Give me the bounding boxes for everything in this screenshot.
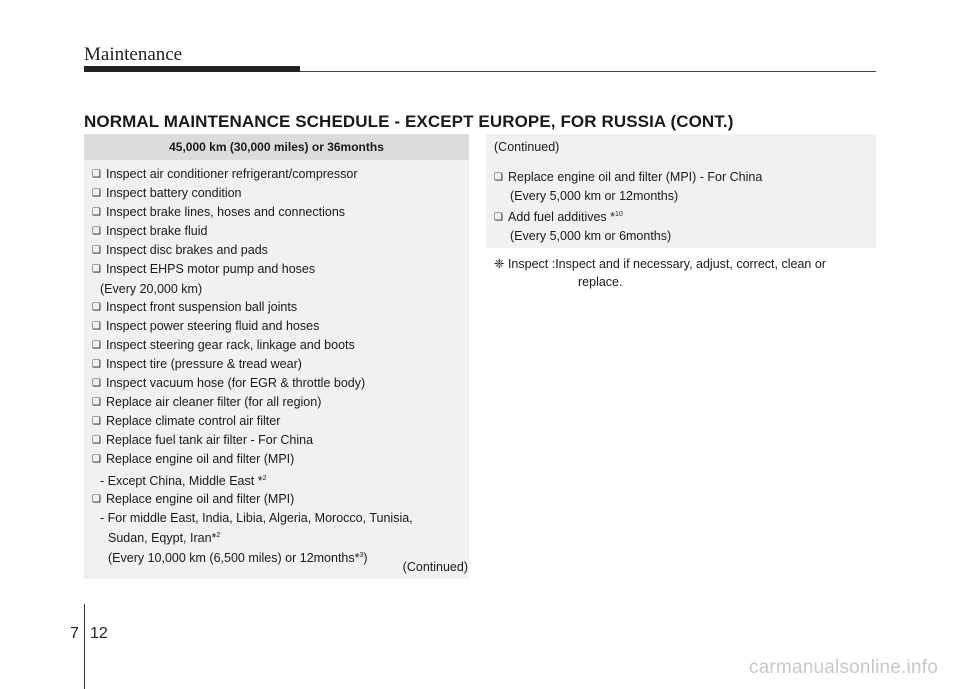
list-item: ❑ Replace engine oil and filter (MPI) (92, 490, 467, 509)
checkbox-icon: ❑ (494, 171, 503, 183)
list-item-sub: - For middle East, India, Libia, Algeria, Morocco, Tunisia, (100, 510, 413, 525)
maintenance-list-continued (494, 138, 762, 246)
checkbox-icon: ❑ (494, 211, 503, 223)
checkbox-icon: ❑ (92, 378, 101, 390)
list-item: ❑ Replace climate control air filter (92, 412, 467, 431)
checkbox-icon: ❑ (92, 264, 101, 276)
checkbox-icon: ❑ (92, 416, 101, 428)
list-item: ❑ Inspect steering gear rack, linkage and boots (92, 336, 467, 355)
checkbox-icon: ❑ (92, 301, 101, 313)
checkbox-icon: ❑ (92, 169, 101, 180)
list-item: ❑ Replace air cleaner filter (for all region) (92, 393, 467, 412)
list-item: ❑ Inspect brake lines, hoses and connections (92, 203, 467, 222)
checkbox-icon: ❑ (92, 226, 101, 238)
interval-heading: 45,000 km (30,000 miles) or 36months (84, 134, 469, 160)
note-text-continued: replace. (578, 275, 623, 290)
checkbox-icon: ❑ (92, 358, 101, 370)
list-item-sub: (Every 5,000 km or 12months) (510, 189, 679, 203)
continued-label: (Continued) (494, 140, 560, 154)
list-item: ❑ Add fuel additives *$^{10}$ (494, 206, 762, 228)
checkbox-icon: ❑ (92, 207, 101, 219)
list-item: ❑ Inspect front suspension ball joints (92, 298, 467, 317)
checkbox-icon: ❑ (92, 245, 101, 257)
header-rule-thick (84, 66, 300, 72)
list-item: ❑ Inspect disc brakes and pads (92, 241, 467, 260)
header-rule-thin (300, 71, 876, 72)
maintenance-list (92, 165, 467, 567)
checkbox-icon: ❑ (92, 320, 101, 332)
checkbox-icon: ❑ (92, 397, 101, 409)
page-number: 12 (90, 625, 108, 642)
list-item-sub: (Every 5,000 km or 6months) (510, 229, 672, 243)
note-lead: ❈ Inspect : (494, 257, 556, 271)
list-item: ❑ Replace engine oil and filter (MPI) - For China (494, 168, 762, 188)
section-label: Maintenance (84, 44, 183, 65)
list-item-sub: (Every 10,000 km (6,500 miles) or 12months*$^3$) (108, 550, 368, 565)
list-item: ❑ Inspect tire (pressure & tread wear) (92, 355, 467, 374)
list-item: ❑ Inspect vacuum hose (for EGR & throttle body) (92, 374, 467, 393)
checkbox-icon: ❑ (92, 435, 101, 447)
footer-divider (84, 604, 85, 689)
watermark: carmanualsonline.info (748, 657, 938, 678)
list-item-sub: Sudan, Eqypt, Iran*$^2$ (108, 530, 221, 545)
list-item: ❑ Inspect air conditioner refrigerant/compressor (92, 165, 467, 184)
page-title: NORMAL MAINTENANCE SCHEDULE - EXCEPT EUROPE, FOR RUSSIA (CONT.) (84, 112, 734, 131)
list-item: ❑ Replace fuel tank air filter - For China (92, 431, 467, 450)
checkbox-icon: ❑ (92, 339, 101, 351)
inspect-note (494, 255, 876, 292)
list-item: ❑ Replace engine oil and filter (MPI) (92, 450, 467, 469)
list-item-sub: (Every 20,000 km) (100, 281, 203, 296)
list-item: ❑ Inspect EHPS motor pump and hoses (92, 260, 467, 279)
list-item: ❑ Inspect power steering fluid and hoses (92, 317, 467, 336)
list-item: ❑ Inspect brake fluid (92, 222, 467, 241)
checkbox-icon: ❑ (92, 493, 101, 505)
continued-label: (Continued) (402, 560, 468, 574)
list-item: ❑ Inspect battery condition (92, 184, 467, 203)
checkbox-icon: ❑ (92, 454, 101, 466)
list-item-sub: - Except China, Middle East *$^2$ (100, 473, 267, 488)
chapter-number: 7 (70, 625, 79, 642)
note-text: Inspect and if necessary, adjust, correct, clean or (555, 257, 826, 271)
checkbox-icon: ❑ (92, 188, 101, 200)
